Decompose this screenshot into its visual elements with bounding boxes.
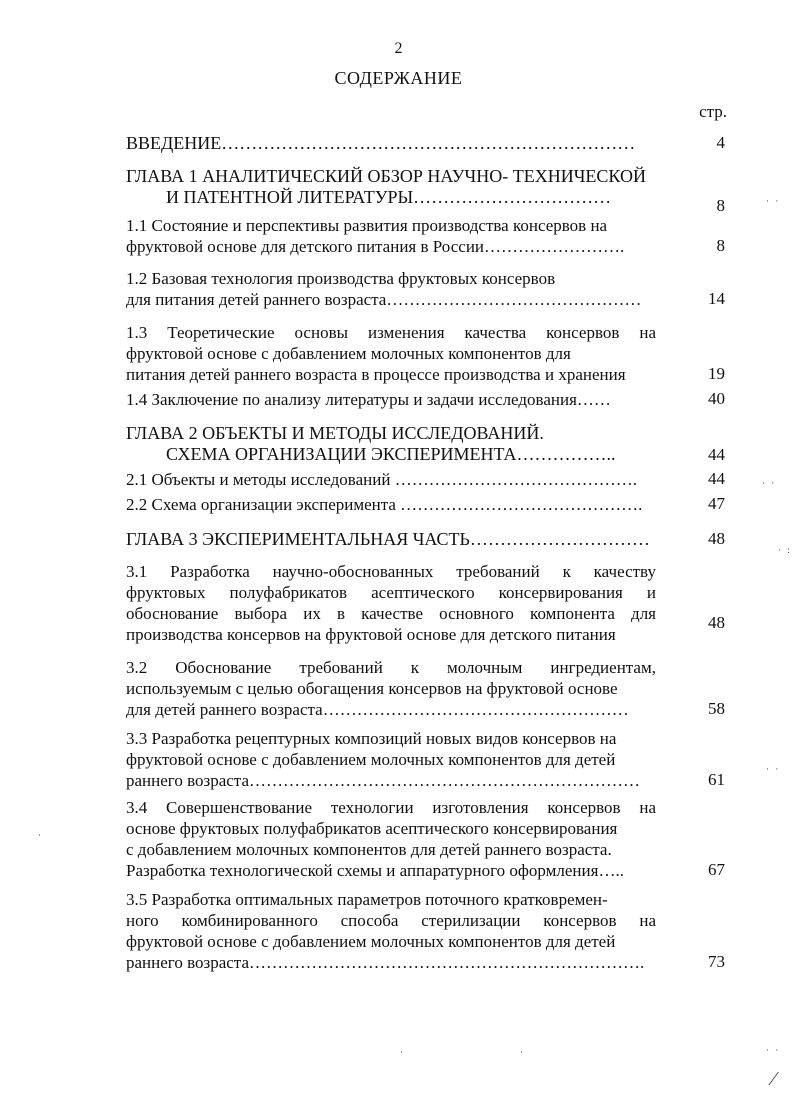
page-ref: 8	[716, 196, 725, 215]
entry-line: ВВЕДЕНИЕ……………………………………………………………	[126, 133, 636, 153]
page-ref: 48	[708, 529, 725, 548]
entry-line: 2.1 Объекты и методы исследований …………………………………….	[126, 470, 637, 489]
entry-line: основе фруктовых полуфабрикатов асептического консервирования	[126, 819, 618, 838]
page-ref: 19	[708, 364, 725, 383]
entry-line: фруктовой основе для детского питания в России…………………….	[126, 237, 625, 256]
entry-line: 3.2 Обоснование требований к молочным ингредиентам,	[126, 658, 656, 677]
entry-line: 1.2 Базовая технология производства фруктовых консервов	[126, 269, 556, 288]
entry-line: 3.4 Совершенствование технологии изготовления консервов на	[126, 798, 656, 817]
entry-line: фруктовой основе с добавлением молочных компонентов для детей	[126, 750, 616, 769]
toc-entry-introduction	[126, 133, 656, 154]
scan-speck: · ·	[762, 478, 777, 488]
toc-entry-3-1	[126, 561, 656, 645]
entry-line: И ПАТЕНТНОЙ ЛИТЕРАТУРЫ……………………………	[166, 187, 612, 207]
entry-line: с добавлением молочных компонентов для детей раннего возраста.	[126, 840, 612, 859]
toc-entry-2-1	[126, 469, 656, 490]
scan-speck: ·	[400, 1047, 405, 1057]
scan-speck: · :	[778, 545, 792, 555]
toc-entry-2-2	[126, 494, 656, 515]
page-ref: 58	[708, 699, 725, 718]
page-column-label: стр.	[699, 102, 727, 121]
entry-line: ГЛАВА 2 ОБЪЕКТЫ И МЕТОДЫ ИССЛЕДОВАНИЙ.	[126, 423, 544, 443]
entry-line: производства консервов на фруктовой основе для детского питания	[126, 625, 616, 644]
toc-entry-chapter-3	[126, 529, 656, 550]
page-ref: 8	[716, 236, 725, 255]
page-ref: 67	[708, 860, 725, 879]
entry-line: фруктовой основе с добавлением молочных компонентов для детей	[126, 932, 616, 951]
page-ref: 14	[708, 289, 725, 308]
page-ref: 47	[708, 494, 725, 513]
toc-entry-3-2	[126, 657, 656, 720]
scan-mark: ⁄	[772, 1068, 776, 1090]
scan-speck: · ·	[766, 1045, 781, 1055]
page-ref: 40	[708, 389, 725, 408]
entry-line: ГЛАВА 3 ЭКСПЕРИМЕНТАЛЬНАЯ ЧАСТЬ…………………………	[126, 529, 650, 549]
toc-entry-1-1	[126, 215, 656, 257]
entry-line: обоснование выбора их в качестве основного компонента для	[126, 604, 656, 623]
toc-entry-chapter-1	[126, 166, 656, 208]
toc-entry-chapter-2	[126, 423, 656, 465]
entry-line: раннего возраста……………………………………………………………	[126, 771, 640, 790]
entry-line: для питания детей раннего возраста………………………………………	[126, 290, 642, 309]
toc-title: СОДЕРЖАНИЕ	[334, 68, 463, 88]
entry-line: 1.1 Состояние и перспективы развития производства консервов на	[126, 216, 608, 235]
entry-line: питания детей раннего возраста в процессе производства и хранения	[126, 365, 626, 384]
page-ref: 4	[716, 133, 725, 152]
entry-line: 2.2 Схема организации эксперимента …………………………………….	[126, 495, 643, 514]
entry-line: ного комбинированного способа стерилизации консервов на	[126, 911, 656, 930]
toc-entry-3-3	[126, 728, 656, 791]
entry-line: для детей раннего возраста………………………………………………	[126, 700, 629, 719]
entry-line: 1.3 Теоретические основы изменения качества консервов на	[126, 323, 656, 342]
page-ref: 61	[708, 770, 725, 789]
scan-speck: · ·	[766, 764, 781, 774]
page-ref: 44	[708, 445, 725, 464]
entry-line: раннего возраста…………………………………………………………….	[126, 953, 645, 972]
entry-line: Разработка технологической схемы и аппаратурного оформления…..	[126, 861, 624, 880]
page-ref: 48	[708, 613, 725, 632]
toc-entry-1-4	[126, 389, 656, 410]
entry-line: используемым с целью обогащения консервов на фруктовой основе	[126, 679, 618, 698]
entry-line: 3.5 Разработка оптимальных параметров поточного кратковремен-	[126, 890, 608, 909]
scan-speck: ·	[520, 1047, 525, 1057]
entry-line: фруктовой основе с добавлением молочных компонентов для	[126, 344, 571, 363]
toc-entry-3-4	[126, 797, 656, 881]
entry-line: СХЕМА ОРГАНИЗАЦИИ ЭКСПЕРИМЕНТА……………..	[166, 444, 616, 464]
entry-line: ГЛАВА 1 АНАЛИТИЧЕСКИЙ ОБЗОР НАУЧНО- ТЕХНИЧЕСКОЙ	[126, 166, 646, 186]
page-ref: 44	[708, 469, 725, 488]
toc-entry-1-3	[126, 322, 656, 385]
entry-line: 3.3 Разработка рецептурных композиций новых видов консервов на	[126, 729, 617, 748]
page-ref: 73	[708, 952, 725, 971]
toc-entry-1-2	[126, 268, 656, 310]
entry-line: фруктовых полуфабрикатов асептического консервирования и	[126, 583, 656, 602]
page-number: 2	[394, 40, 403, 57]
scan-speck: ·	[38, 830, 43, 840]
scan-speck: · ·	[766, 196, 781, 206]
entry-line: 1.4 Заключение по анализу литературы и задачи исследования……	[126, 390, 611, 409]
entry-line: 3.1 Разработка научно-обоснованных требований к качеству	[126, 562, 656, 581]
toc-entry-3-5	[126, 889, 656, 973]
